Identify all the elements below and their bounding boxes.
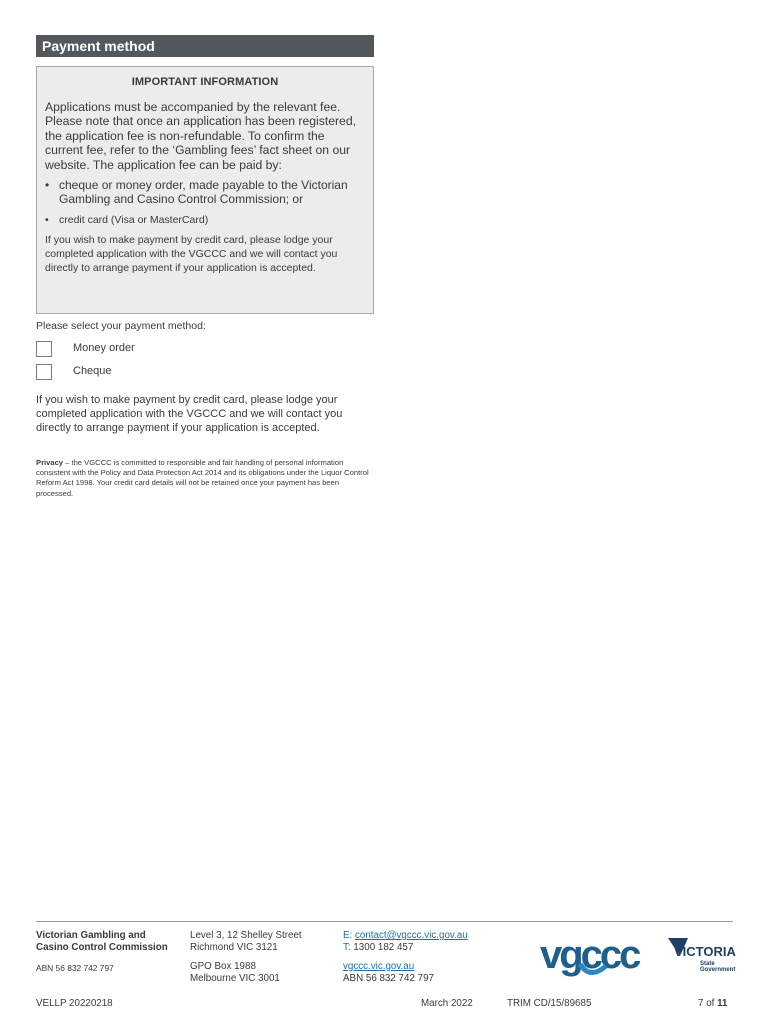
option-money-order[interactable] (36, 341, 336, 357)
list-item (45, 213, 365, 227)
svg-text:State: State (700, 961, 715, 967)
money-order-checkbox[interactable] (36, 341, 52, 357)
page-current: 7 (698, 998, 704, 1009)
cheque-label: Cheque (73, 365, 112, 377)
footer-divider (36, 921, 733, 922)
privacy-text: – the VGCCC is committed to responsible and fair handling of personal information consistent with the Policy and Data Protection Act 2014 and its obligations under the Liquor Control Reform Act 1998. Your credit card details will not be retained once your payment has been processed. (36, 458, 369, 498)
payment-options-list (45, 178, 365, 227)
footer-logos (540, 934, 740, 984)
cheque-checkbox[interactable] (36, 364, 52, 380)
credit-card-note: If you wish to make payment by credit card, please lodge your completed application with the VGCCC and we will contact you directly to arrange payment if your application is accepted. (36, 394, 343, 434)
email-label: E: (343, 930, 353, 941)
phone-label: T: (343, 942, 351, 954)
privacy-statement (36, 458, 372, 499)
svg-text:Government: Government (700, 967, 736, 973)
privacy-label: Privacy (36, 458, 64, 467)
document-code: VELLP 20220218 (36, 998, 113, 1009)
info-credit-card-note: If you wish to make payment by credit card, please lodge your completed application with the VGCCC and we will contact you directly to arrange payment if your application is accepted. (45, 234, 338, 275)
page-total: 11 (717, 998, 728, 1009)
address-line: Richmond VIC 3121 (190, 942, 278, 954)
money-order-label: Money order (73, 342, 135, 354)
important-information-box (36, 66, 374, 314)
page-of: of (706, 998, 715, 1009)
org-name-line1: Victorian Gambling and (36, 930, 146, 941)
phone-number: 1300 182 457 (353, 942, 414, 954)
website-link[interactable]: vgccc.vic.gov.au (343, 960, 415, 972)
vgccc-logo (540, 934, 641, 977)
footer-contact (343, 930, 503, 986)
address-line: Level 3, 12 Shelley Street (190, 930, 302, 941)
victoria-state-government-logo (668, 938, 736, 973)
bullet-icon: • (45, 178, 50, 193)
info-title: IMPORTANT INFORMATION (131, 76, 279, 88)
svg-text:vgccc: vgccc (540, 934, 639, 977)
list-item (45, 178, 365, 207)
option-cheque[interactable] (36, 364, 336, 380)
document-date: March 2022 (421, 998, 473, 1009)
address-line: Melbourne VIC 3001 (190, 973, 280, 985)
info-paragraph: Applications must be accompanied by the relevant fee. Please note that once an application has been registered, the application fee is non-refundable. To confirm the current fee, refer to the ‘Gambling fees’ fact sheet on our website. The application fee can be paid by: (45, 100, 357, 172)
bullet-icon: • (45, 213, 49, 226)
org-name-line2: Casino Control Commission (36, 942, 168, 954)
bullet-text: cheque or money order, made payable to the Victorian Gambling and Casino Control Commission; or (59, 178, 348, 207)
footer-address (190, 930, 340, 986)
payment-method-prompt: Please select your payment method: (36, 320, 206, 332)
footer-organisation (36, 930, 186, 974)
section-title-payment-method: Payment method (36, 35, 374, 57)
contact-abn: ABN 56 832 742 797 (343, 973, 434, 985)
org-abn: ABN 56 832 742 797 (36, 962, 114, 973)
address-line: GPO Box 1988 (190, 960, 256, 972)
trim-number: TRIM CD/15/89685 (507, 998, 592, 1009)
email-link[interactable]: contact@vgccc.vic.gov.au (355, 930, 468, 941)
svg-text:VICTORIA: VICTORIA (674, 944, 736, 959)
bullet-text: credit card (Visa or MasterCard) (59, 213, 209, 226)
page-number (698, 998, 727, 1009)
